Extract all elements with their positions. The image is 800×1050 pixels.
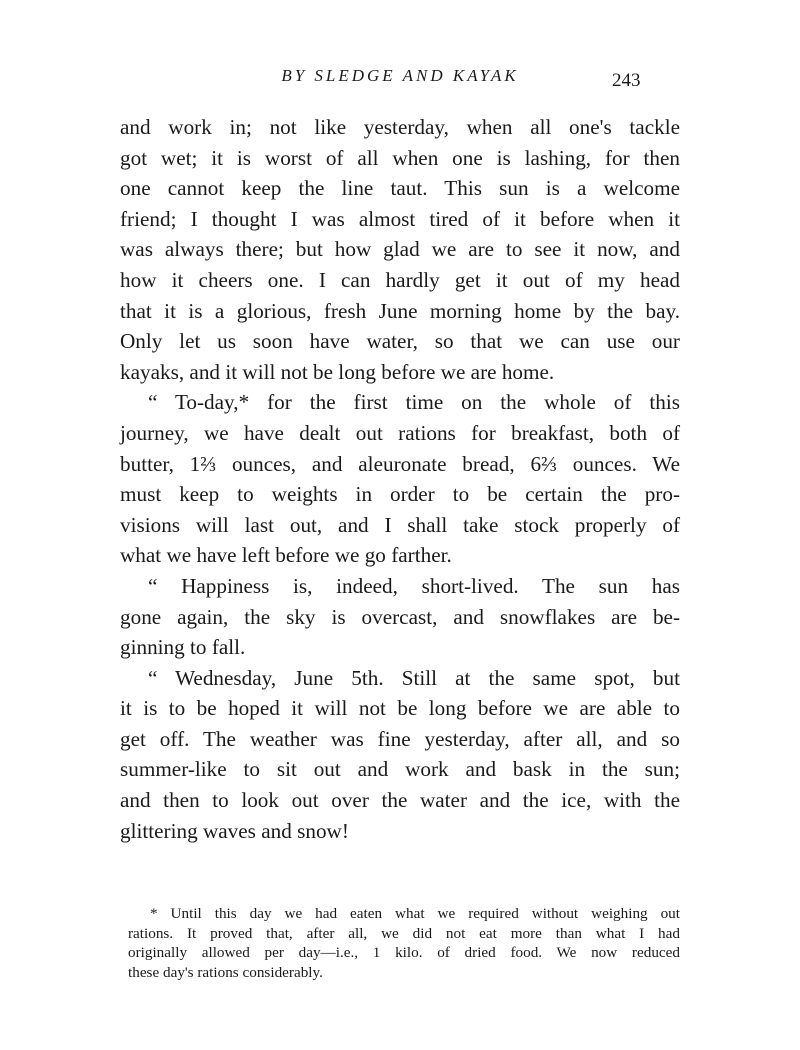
text-line: “ To-day,* for the first time on the whole of this <box>148 390 680 415</box>
text-line: and then to look out over the water and the ice, with the <box>120 788 680 813</box>
text-line: gone again, the sky is overcast, and snowflakes are be- <box>120 604 680 629</box>
paragraph <box>120 112 680 387</box>
text-line: got wet; it is worst of all when one is lashing, for then <box>120 145 680 170</box>
text-line: that it is a glorious, fresh June morning home by the bay. <box>120 298 680 323</box>
text-line: “ Happiness is, indeed, short-lived. The sun has <box>148 573 680 598</box>
footnote-line: * Until this day we had eaten what we required without weighing out <box>150 905 680 922</box>
running-title: BY SLEDGE AND KAYAK <box>281 66 519 85</box>
paragraph <box>120 387 680 571</box>
text-line: ginning to fall. <box>120 635 246 660</box>
text-line: how it cheers one. I can hardly get it out of my head <box>120 267 680 292</box>
text-line: friend; I thought I was almost tired of it before when it <box>120 206 680 231</box>
paragraph <box>120 571 680 663</box>
text-line: journey, we have dealt out rations for breakfast, both of <box>120 420 680 445</box>
text-line: was always there; but how glad we are to see it now, and <box>120 237 680 262</box>
text-line: Only let us soon have water, so that we can use our <box>120 329 680 354</box>
text-line: visions will last out, and I shall take stock properly of <box>120 512 680 537</box>
text-line: summer-like to sit out and work and bask in the sun; <box>120 757 680 782</box>
text-line: and work in; not like yesterday, when all one's tackle <box>120 115 680 139</box>
footnote-line: originally allowed per day—i.e., 1 kilo. of dried food. We now reduced <box>128 944 680 961</box>
text-line: butter, 1⅔ ounces, and aleuronate bread, 6⅔ ounces. We <box>120 451 680 476</box>
footnote-line: these day's rations considerably. <box>128 963 323 981</box>
text-line: one cannot keep the line taut. This sun is a welcome <box>120 176 680 201</box>
text-line: get off. The weather was fine yesterday, after all, and so <box>120 726 680 751</box>
page-number: 243 <box>612 70 641 91</box>
footnote <box>128 904 680 982</box>
body-text <box>120 112 680 846</box>
text-line: glittering waves and snow! <box>120 818 349 843</box>
page-header <box>0 64 800 94</box>
text-line: it is to be hoped it will not be long before we are able to <box>120 696 680 721</box>
text-line: “ Wednesday, June 5th. Still at the same spot, but <box>148 665 680 690</box>
paragraph <box>120 663 680 847</box>
text-line: kayaks, and it will not be long before we are home. <box>120 359 555 384</box>
text-line: what we have left before we go farther. <box>120 543 452 568</box>
text-line: must keep to weights in order to be certain the pro- <box>120 482 680 507</box>
footnote-line: rations. It proved that, after all, we did not eat more than what I had <box>128 924 680 942</box>
